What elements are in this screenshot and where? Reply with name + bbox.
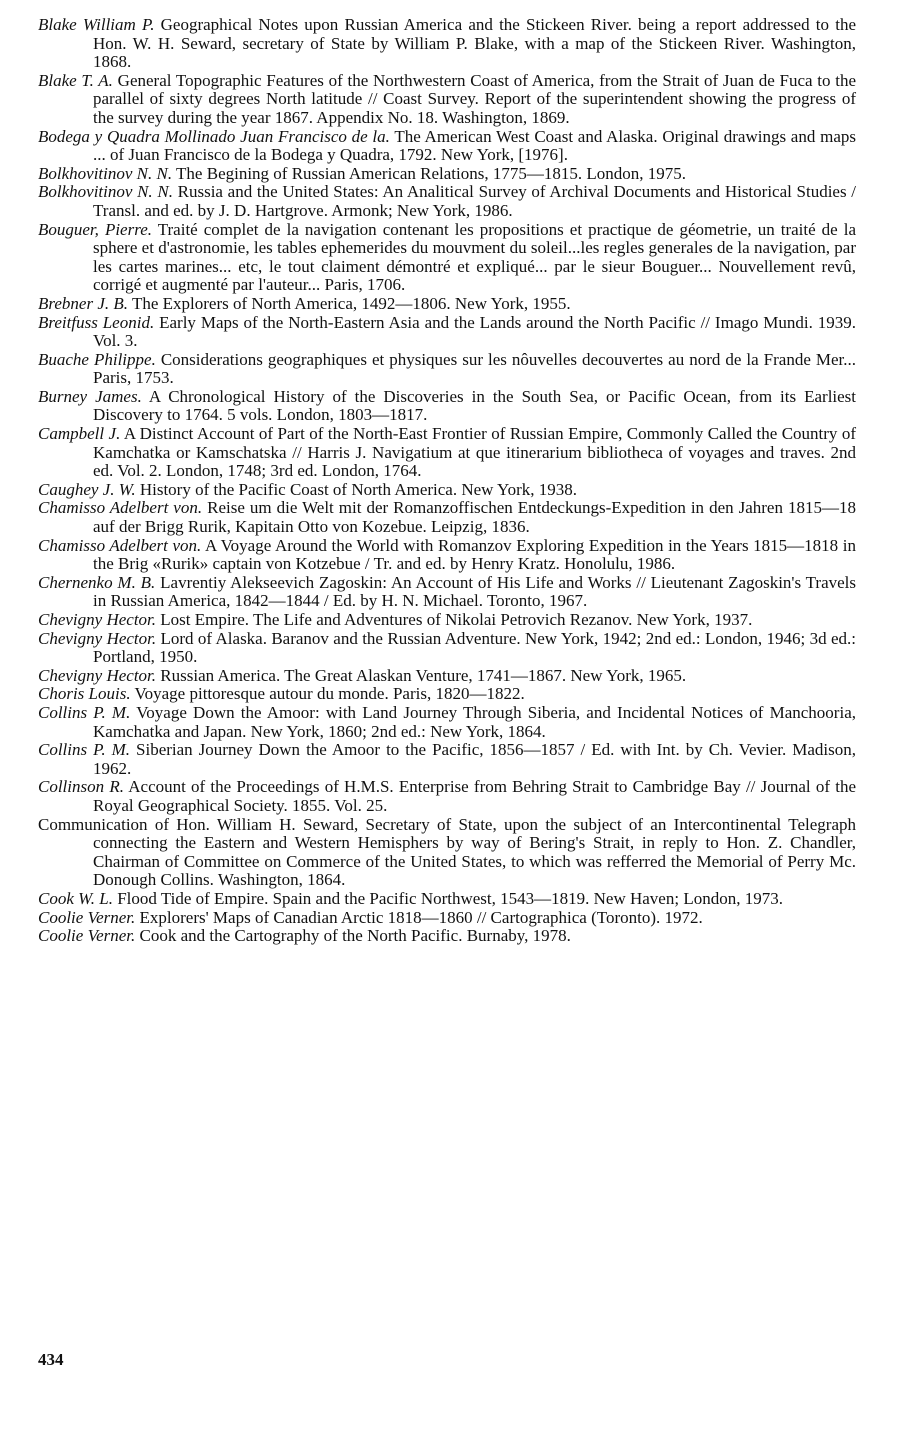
entry-author: Bouguer, Pierre. [38,219,152,239]
entry-author: Collins P. M. [38,740,130,760]
entry-text: A Voyage Around the World with Romanzov Exploring Expedition in the Years 1815—1818 in the Brig «Rurik» captain von Kotzebue / Tr. and ed. by Henry Kratz. Honolulu, 1986. [93,535,856,574]
entry-text: General Topographic Features of the Northwestern Coast of America, from the Strait of Juan de Fuca to the parallel of sixty degrees North latitude // Coast Survey. Report of the superintendent showing the progress of the survey during the year 1867. Appendix No. 18. Washington, 1869. [93,70,857,127]
entry-text: Considerations geographiques et physiques sur les nôuvelles decouvertes au nord de la Frande Mer... Paris, 1753. [93,349,857,388]
entry-author: Chevigny Hector. [38,665,157,685]
entry-text: Siberian Journey Down the Amoor to the Pacific, 1856—1857 / Ed. with Int. by Ch. Vevier. Madison, 1962. [93,740,857,778]
entry-author: Blake T. A. [38,70,113,90]
entry-author: Caughey J. W. [38,479,136,499]
entry-text: Explorers' Maps of Canadian Arctic 1818—1860 // Cartographica (Toronto). 1972. [139,907,703,927]
entry-text: Russian America. The Great Alaskan Venture, 1741—1867. New York, 1965. [160,665,687,685]
entry-text: Voyage pittoresque autour du monde. Paris, 1820—1822. [134,684,525,704]
bibliography-entry [38,165,856,184]
bibliography-entry [38,909,856,928]
entry-text: Traité complet de la navigation contenant les propositions et practique de géometrie, un traité de la sphere et d'astronomie, les tables ephemerides du mouvment du soleil...les regles generales de la navigation, par les cartes marines... etc, le tout claiment démontré et expliqué... par le sieur Bouguer... Nouvellement revû, corrigé et augmenté par l'auteur... Paris, 1706. [93,219,857,295]
entry-author: Coolie Verner. [38,907,136,927]
bibliography-entry [38,499,856,536]
entry-author: Burney James. [38,386,142,406]
bibliography-entry [38,425,856,481]
entry-text: A Chronological History of the Discoveries in the South Sea, or Pacific Ocean, from its Earliest Discovery to 1764. 5 vols. London, 1803—1817. [93,386,857,425]
bibliography-entry [38,537,856,574]
entry-author: Collins P. M. [38,702,131,722]
entry-text: The Begining of Russian American Relations, 1775—1815. London, 1975. [176,163,686,183]
entry-text: History of the Pacific Coast of North America. New York, 1938. [139,479,578,499]
entry-author: Chamisso Adelbert von. [38,535,202,555]
entry-text: Lost Empire. The Life and Adventures of Nikolai Petrovich Rezanov. New York, 1937. [160,610,753,629]
entry-author: Collinson R. [38,777,124,797]
entry-author: Brebner J. B. [38,293,129,313]
entry-text: Cook and the Cartography of the North Pacific. Burnaby, 1978. [139,926,571,946]
entry-text: Russia and the United States: An Analitical Survey of Archival Documents and Historical Studies / Transl. and ed. by J. D. Hartgrove. Armonk; New York, 1986. [93,182,857,220]
page-number: 434 [38,1350,64,1369]
bibliography-entry [38,741,856,778]
bibliography-list [38,16,856,946]
bibliography-entry [38,16,856,72]
bibliography-entry [38,685,856,704]
bibliography-entry [38,890,856,909]
bibliography-entry [38,128,856,165]
bibliography-entry [38,295,856,314]
entry-text: Reise um die Welt mit der Romanzoffischen Entdeckungs-Expedition in den Jahren 1815—18 auf der Brigg Rurik, Kapitain Otto von Kozebue. Leipzig, 1836. [93,498,856,537]
entry-author: Bodega y Quadra Mollinado Juan Francisco de la. [38,126,390,146]
bibliography-entry [38,630,856,667]
entry-text: Lavrentiy Alekseevich Zagoskin: An Account of His Life and Works // Lieutenant Zagoskin's Travels in Russian America, 1842—1844 / Ed. by H. N. Michael. Toronto, 1967. [93,572,857,611]
entry-author: Chevigny Hector. [38,628,157,648]
entry-author: Buache Philippe. [38,349,156,369]
bibliography-entry [38,72,856,128]
entry-author: Blake William P. [38,15,155,34]
bibliography-entry [38,221,856,295]
entry-text: Account of the Proceedings of H.M.S. Enterprise from Behring Strait to Cambridge Bay // Journal of the Royal Geographical Society. 1855. Vol. 25. [93,777,856,815]
entry-author: Campbell J. [38,424,121,444]
bibliography-entry [38,314,856,351]
entry-author: Chamisso Adelbert von. [38,498,203,518]
entry-author: Cook W. L. [38,888,113,908]
entry-author: Coolie Verner. [38,926,136,946]
entry-text: Early Maps of the North-Eastern Asia and the Lands around the North Pacific // Imago Mundi. 1939. Vol. 3. [93,312,857,351]
bibliography-entry [38,351,856,388]
bibliography-entry [38,704,856,741]
entry-text: The Explorers of North America, 1492—1806. New York, 1955. [131,293,571,313]
bibliography-entry [38,388,856,425]
bibliography-entry [38,481,856,500]
entry-text: Flood Tide of Empire. Spain and the Pacific Northwest, 1543—1819. New Haven; London, 1973. [117,888,783,908]
bibliography-entry [38,816,856,890]
bibliography-entry [38,574,856,611]
entry-text: Communication of Hon. William H. Seward, Secretary of State, upon the subject of an Intercontinental Telegraph connecting the Eastern and Western Hemisphers by way of Bering's Strait, in reply to Hon. Z. Chandler, Chairman of Committee on Commerce of the United States, to which was refferred the Memorial of Perry Mc. Donough Collins. Washington, 1864. [38,814,856,890]
bibliography-entry [38,183,856,220]
bibliography-entry [38,667,856,686]
entry-text: The American West Coast and Alaska. Original drawings and maps ... of Juan Francisco de la Bodega y Quadra, 1792. New York, [1976]. [93,126,856,165]
entry-author: Bolkhovitinov N. N. [38,163,173,183]
entry-author: Choris Louis. [38,684,131,704]
bibliography-entry [38,778,856,815]
bibliography-entry [38,927,856,946]
entry-text: A Distinct Account of Part of the North-East Frontier of Russian Empire, Commonly Called the Country of Kamchatka or Kamschatska // Harris J. Navigatium at que itinerarium bibliotheca of voyages and traves. 2nd ed. Vol. 2. London, 1748; 3rd ed. London, 1764. [93,424,857,481]
entry-text: Geographical Notes upon Russian America and the Stickeen River. being a report addressed to the Hon. W. H. Seward, secretary of State by William P. Blake, with a map of the Stickeen River. Washington, 1868. [93,15,856,72]
entry-text: Lord of Alaska. Baranov and the Russian Adventure. New York, 1942; 2nd ed.: London, 1946; 3d ed.: Portland, 1950. [93,628,856,667]
entry-text: Voyage Down the Amoor: with Land Journey Through Siberia, and Incidental Notices of Manchooria, Kamchatka and Japan. New York, 1860; 2nd ed.: New York, 1864. [93,702,856,741]
entry-author: Breitfuss Leonid. [38,312,155,332]
bibliography-entry [38,611,856,630]
entry-author: Chevigny Hector. [38,610,157,629]
entry-author: Chernenko M. B. [38,572,156,592]
entry-author: Bolkhovitinov N. N. [38,182,173,202]
